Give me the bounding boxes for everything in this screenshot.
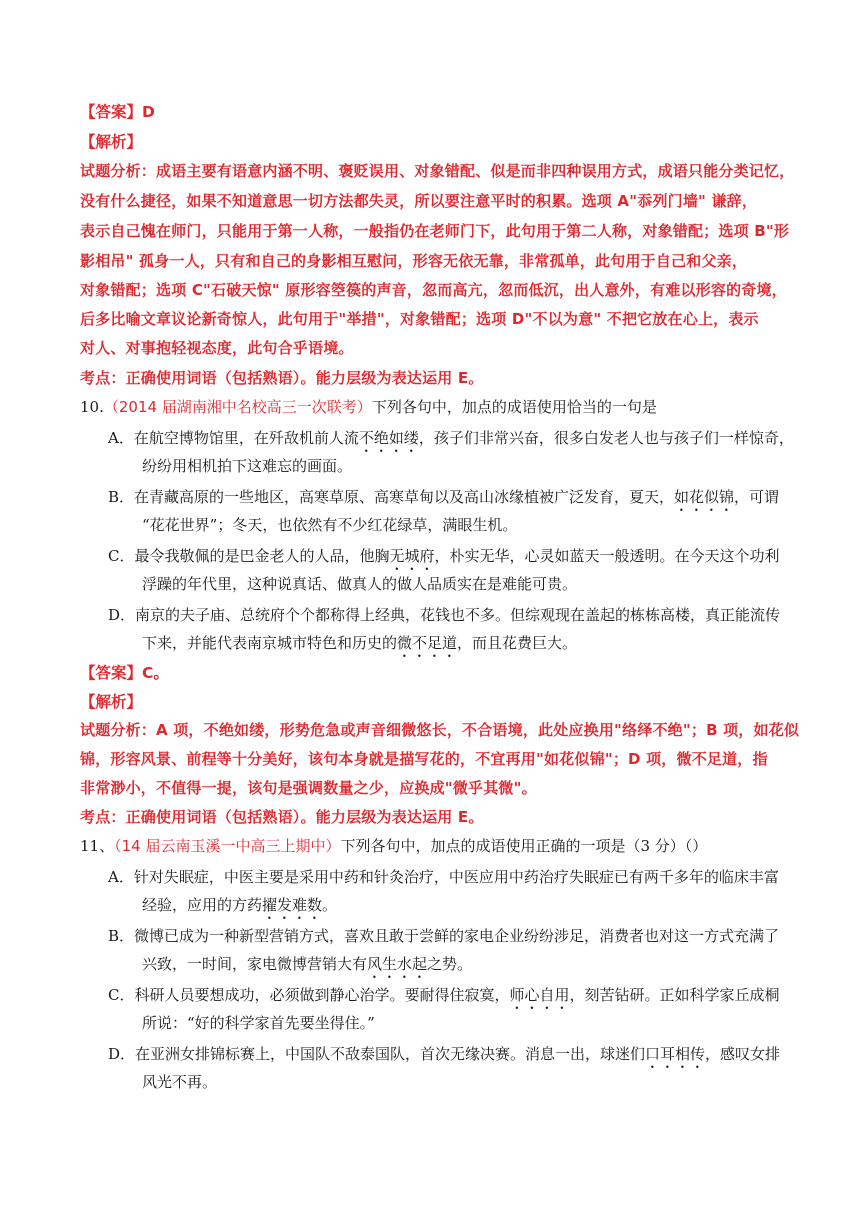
q11-option-d: D．在亚洲女排锦标赛上，中国队不敌泰国队，首次无缘决赛。消息一出，球迷们口耳相传，感叹女排 [108,1045,781,1063]
q11-option-d-cont: 风光不再。 [142,1073,218,1091]
q9-analysis-line: 影相吊" 孤身一人，只有和自己的身影相互慰问，形容无依无靠，非常孤单，此句用于自己和父亲， [80,252,748,270]
emphasized-idiom: 风生水起 [367,955,428,973]
emphasized-idiom: 微不足道 [397,634,458,652]
q9-analysis-line: 后多比喻文章议论新奇惊人，此句用于"举措"，对象错配；选项 D"不以为意" 不把它放在心上，表示 [80,310,759,328]
q10-analysis-line: 非常渺小，不值得一提，该句是强调数量之少，应换成"微乎其微"。 [80,779,537,797]
q9-analysis-line: 试题分析：成语主要有语意内涵不明、褒贬误用、对象错配、似是而非四种误用方式，成语只能分类记忆， [80,162,795,180]
q9-analysis-line: 对人、对事抱轻视态度，此句合乎语境。 [80,339,354,357]
q9-kaodian: 考点：正确使用词语（包括熟语）。能力层级为表达运用 E。 [80,369,484,387]
q11-stem: 11、（14 届云南玉溪一中高三上期中）下列各句中，加点的成语使用正确的一项是（3 分）（） [80,837,708,855]
q10-analysis-line: 锦，形容风景、前程等十分美好，该句本身就是描写花的，不宜再用"如花似锦"；D 项，微不足道，指 [80,750,768,768]
q9-analysis-line: 没有什么捷径，如果不知道意思一切方法都失灵，所以要注意平时的积累。选项 A"忝列门墙" 谦辞， [80,192,758,210]
q10-option-c: C．最令我敬佩的是巴金老人的人品，他胸无城府，朴实无华，心灵如蓝天一般透明。在今天这个功利 [108,547,780,565]
q10-option-a-cont: 纷纷用相机拍下这难忘的画面。 [142,457,353,475]
q10-option-d-cont: 下来，并能代表南京城市特色和历史的微不足道，而且花费巨大。 [142,634,578,652]
q11-option-b: B．微博已成为一种新型营销方式，喜欢且敢于尝鲜的家电企业纷纷涉足，消费者也对这一方式充满了 [108,927,780,945]
q11-option-a: A．针对失眠症，中医主要是采用中药和针灸治疗，中医应用中药治疗失眠症已有两千多年的临床丰富 [108,868,779,886]
q10-kaodian: 考点：正确使用词语（包括熟语）。能力层级为表达运用 E。 [80,808,484,826]
q9-analysis-line: 对象错配；选项 C"石破天惊" 原形容箜篌的声音，忽而高亢，忽而低沉，出人意外，有难以形容的奇境， [80,281,787,299]
q10-analysis-label: 【解析】 [80,693,143,711]
q9-analysis-label: 【解析】 [80,133,143,151]
q10-option-c-cont: 浮躁的年代里，这种说真话、做真人的做人品质实在是难能可贵。 [142,575,578,593]
q11-option-b-cont: 兴致，一时间，家电微博营销大有风生水起之势。 [142,955,473,973]
q9-analysis-line: 表示自己愧在师门，只能用于第一人称，一般指仍在老师门下，此句用于第二人称，对象错配；选项 B"形 [80,222,790,240]
q11-option-c: C．科研人员要想成功，必须做到静心治学。要耐得住寂寞，师心自用，刻苦钻研。正如科学家丘成桐 [108,986,780,1004]
q10-answer: 【答案】C。 [80,664,169,682]
emphasized-idiom: 不绝如缕 [358,429,419,447]
q10-option-d: D．南京的夫子庙、总统府个个都称得上经典，花钱也不多。但综观现在盖起的栋栋高楼，真正能流传 [108,606,781,624]
emphasized-idiom: 口耳相传 [645,1045,706,1063]
q11-option-c-cont: 所说：“好的科学家首先要坐得住。” [142,1014,375,1032]
q10-option-b-cont: “花花世界”；冬天，也依然有不少红花绿草，满眼生机。 [142,516,518,534]
q9-answer: 【答案】D [80,103,155,121]
q10-option-a: A．在航空博物馆里，在歼敌机前人流不绝如缕，孩子们非常兴奋，很多白发老人也与孩子们一样惊奇， [108,429,794,447]
q11-option-a-cont: 经验，应用的方药擢发难数。 [142,896,338,914]
q10-stem: 10.（2014 届湖南湘中名校高三一次联考）下列各句中，加点的成语使用恰当的一句是 [80,398,657,416]
emphasized-idiom: 擢发难数 [262,896,323,914]
q10-option-b: B．在青藏高原的一些地区，高寒草原、高寒草甸以及高山冰缘植被广泛发育，夏天，如花似锦，可谓 [108,488,780,506]
emphasized-idiom: 师心自用 [509,986,570,1004]
emphasized-idiom: 如花似锦 [674,488,735,506]
q10-analysis-line: 试题分析：A 项，不绝如缕，形势危急或声音细微悠长，不合语境，此处应换用"络绎不绝"；B 项，如花似 [80,721,800,739]
emphasized-idiom: 无城府 [389,547,435,565]
